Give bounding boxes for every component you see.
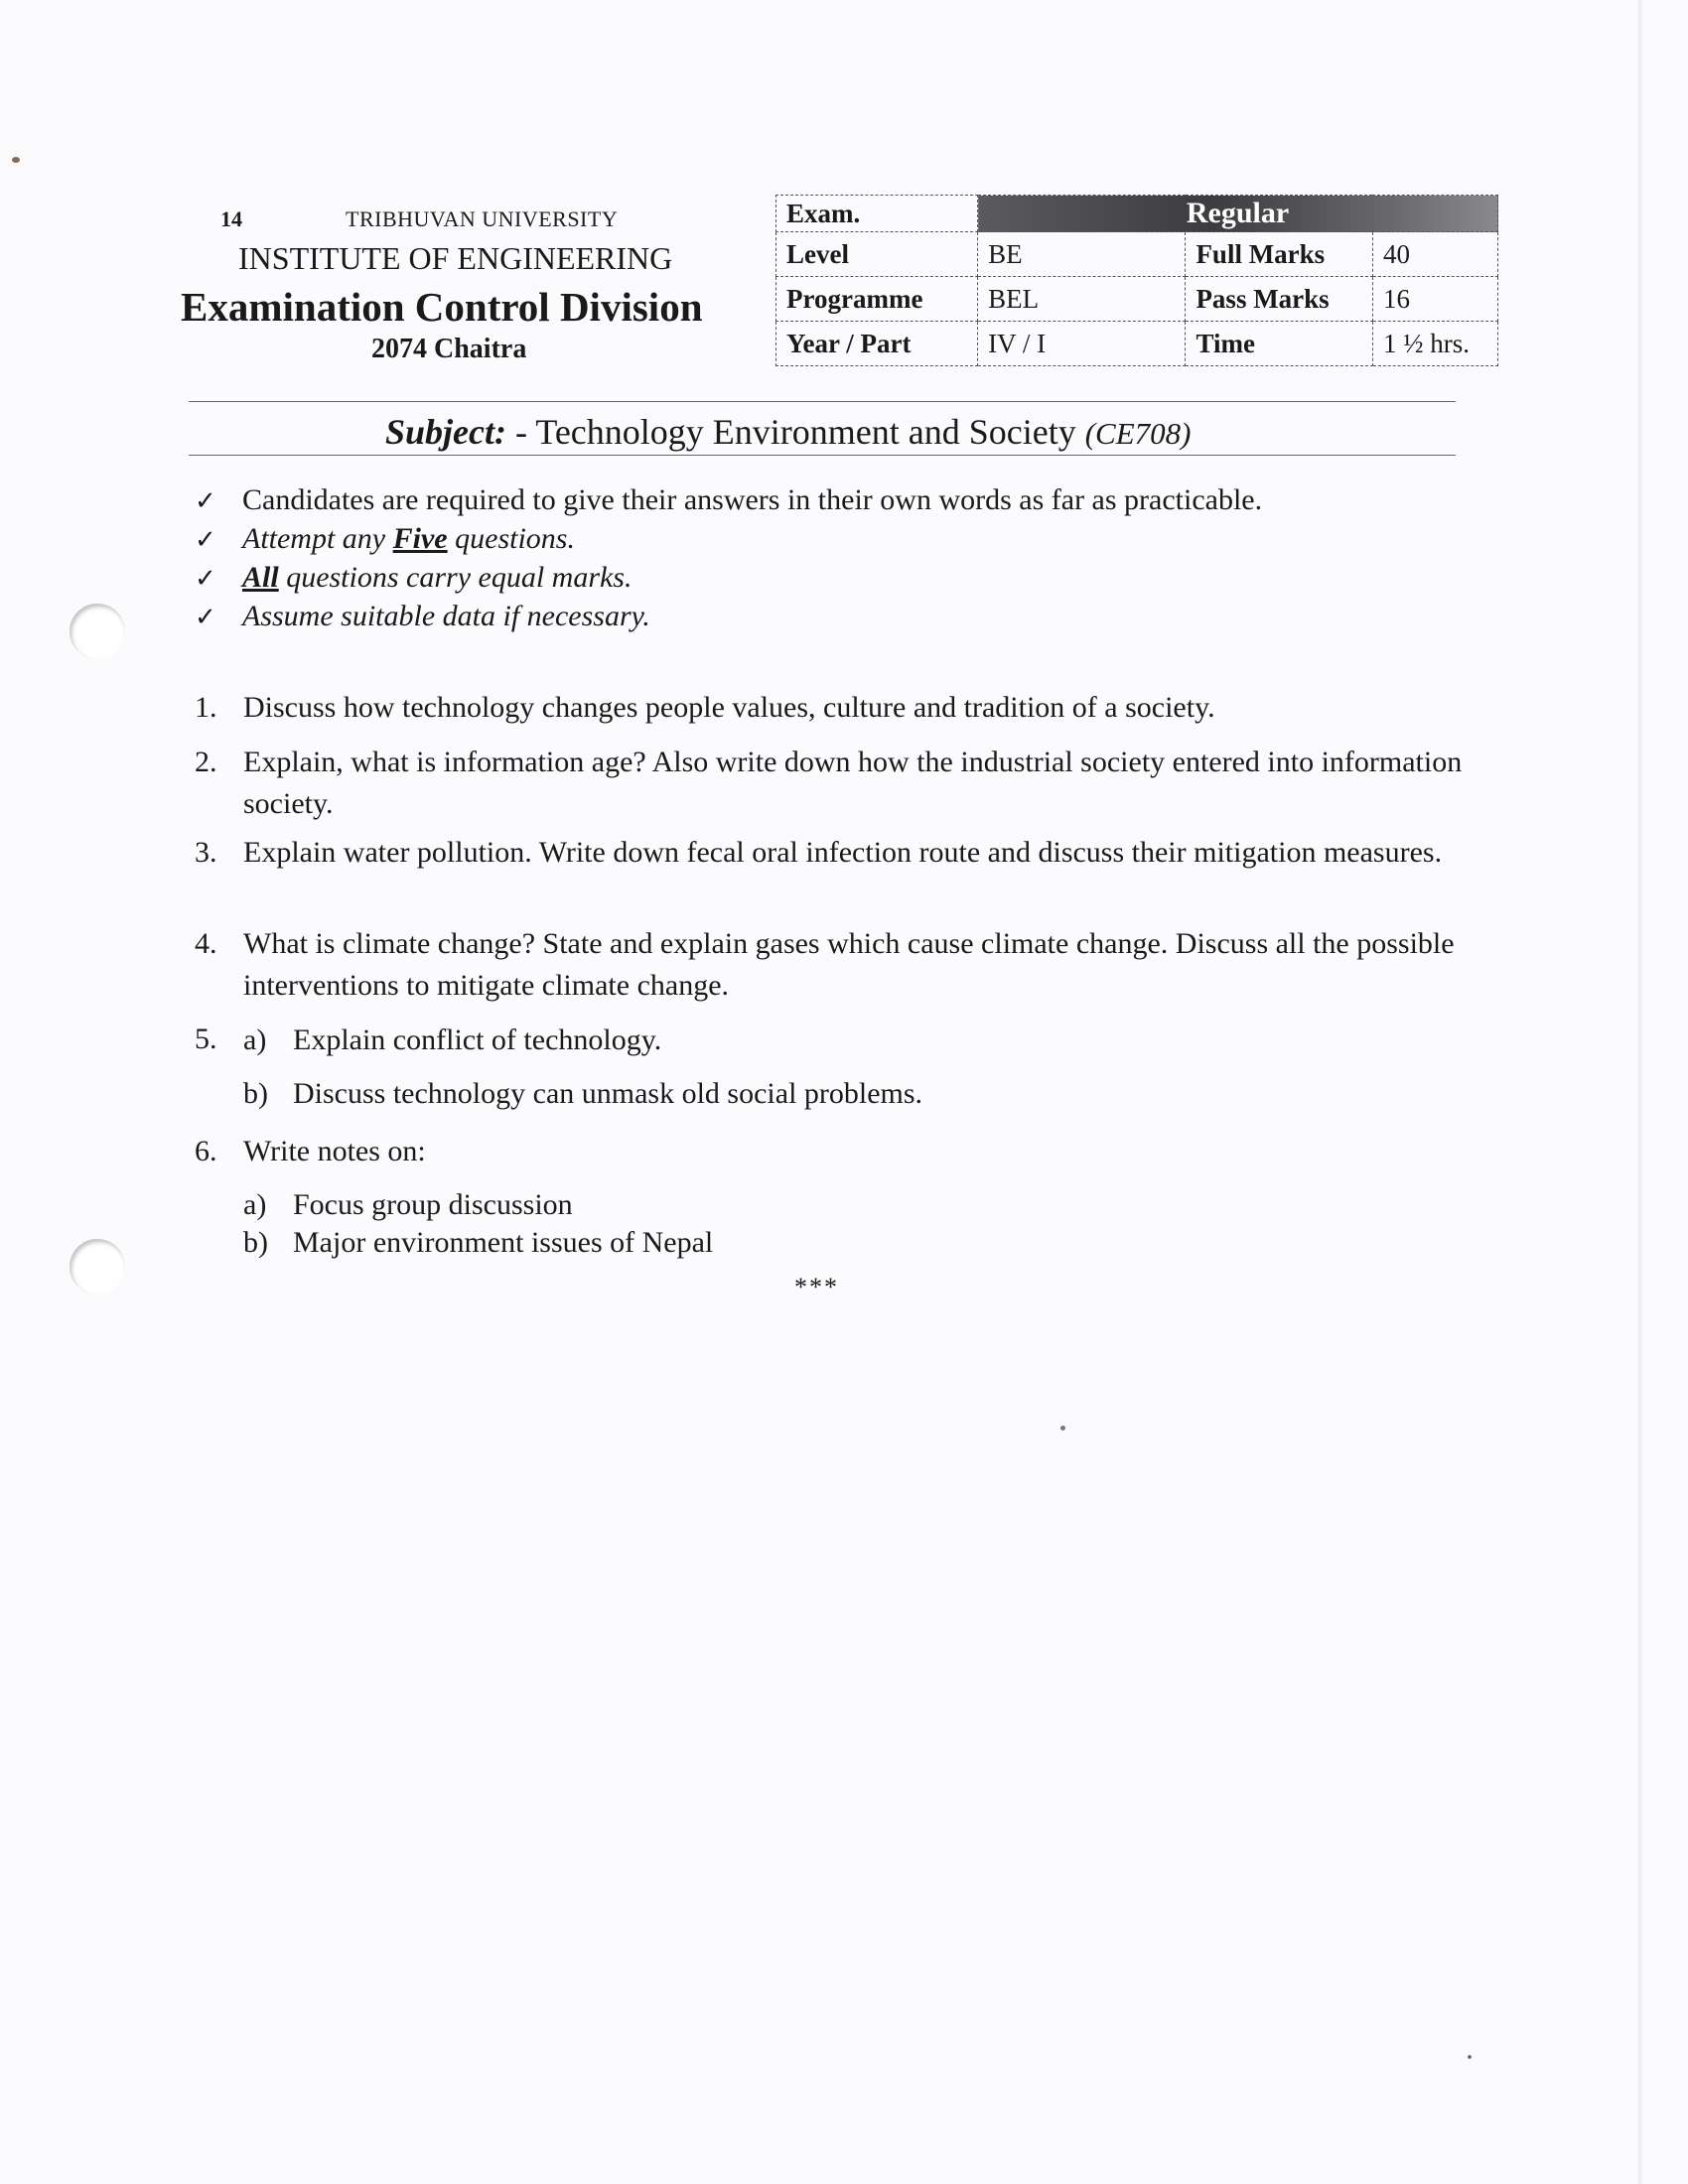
sub-question-letter: b) bbox=[243, 1077, 268, 1110]
exam-row bbox=[776, 196, 1498, 232]
sub-question-text: Explain conflict of technology. bbox=[293, 1024, 662, 1056]
sub-question-letter: b) bbox=[243, 1226, 268, 1259]
question-2 bbox=[195, 742, 1494, 825]
full-marks-value: 40 bbox=[1372, 232, 1497, 277]
sub-question-letter: a) bbox=[243, 1188, 267, 1221]
time-value: 1 ½ hrs. bbox=[1372, 322, 1497, 366]
institute-name: INSTITUTE OF ENGINEERING bbox=[238, 240, 673, 276]
instruction-item bbox=[195, 558, 1262, 597]
university-name: TRIBHUVAN UNIVERSITY bbox=[346, 206, 619, 231]
pass-marks-label: Pass Marks bbox=[1186, 277, 1373, 322]
question-5b bbox=[243, 1074, 922, 1114]
question-text: Discuss how technology changes people values, culture and tradition of a society. bbox=[243, 691, 1215, 724]
divider-bottom bbox=[189, 455, 1456, 456]
question-6 bbox=[195, 1131, 1494, 1172]
sub-question-text: Major environment issues of Nepal bbox=[293, 1226, 714, 1259]
question-3 bbox=[195, 832, 1494, 874]
exam-info-table bbox=[775, 195, 1498, 366]
time-label: Time bbox=[1186, 322, 1373, 366]
programme-label: Programme bbox=[776, 277, 978, 322]
question-number: 4. bbox=[195, 927, 217, 960]
punch-hole bbox=[70, 604, 125, 659]
instruction-emphasis: Five bbox=[392, 522, 448, 555]
full-marks-label: Full Marks bbox=[1186, 232, 1373, 277]
question-number: 6. bbox=[195, 1135, 217, 1167]
question-number: 3. bbox=[195, 836, 217, 869]
level-value: BE bbox=[978, 232, 1186, 277]
question-text: What is climate change? State and explain gases which cause climate change. Discuss all the possible interventions to mitigate climate change. bbox=[243, 927, 1455, 1002]
question-6b bbox=[243, 1223, 713, 1263]
sub-question-text: Focus group discussion bbox=[293, 1188, 573, 1221]
exam-session: 2074 Chaitra bbox=[371, 334, 527, 364]
check-icon: ✓ bbox=[195, 525, 216, 555]
subject-line bbox=[385, 411, 1191, 453]
subject-label: Subject: bbox=[385, 412, 506, 452]
question-5a bbox=[243, 1021, 661, 1060]
paper-edge bbox=[1638, 0, 1644, 2184]
page-number: 14 bbox=[220, 206, 242, 231]
question-6a bbox=[243, 1185, 573, 1225]
question-4 bbox=[195, 923, 1494, 1007]
scan-speck bbox=[1060, 1426, 1065, 1431]
programme-row bbox=[776, 277, 1498, 322]
subject-dash: - bbox=[506, 412, 536, 452]
instruction-item bbox=[195, 519, 1262, 558]
question-number: 1. bbox=[195, 691, 217, 724]
instruction-text: questions carry equal marks. bbox=[278, 561, 633, 594]
question-1 bbox=[195, 687, 1494, 729]
year-part-label: Year / Part bbox=[776, 322, 978, 366]
question-text: Explain water pollution. Write down fecal oral infection route and discuss their mitigation measures. bbox=[243, 836, 1443, 869]
question-text: Write notes on: bbox=[243, 1135, 426, 1167]
year-part-row bbox=[776, 322, 1498, 366]
instruction-emphasis: All bbox=[242, 561, 279, 594]
check-icon: ✓ bbox=[195, 564, 216, 594]
check-icon: ✓ bbox=[195, 486, 216, 516]
check-icon: ✓ bbox=[195, 603, 216, 632]
instruction-text: questions. bbox=[447, 522, 575, 555]
sub-question-letter: a) bbox=[243, 1024, 267, 1056]
subject-code: (CE708) bbox=[1084, 416, 1192, 451]
level-row bbox=[776, 232, 1498, 277]
question-number: 2. bbox=[195, 746, 217, 778]
punch-hole bbox=[70, 1239, 125, 1295]
exam-type-value: Regular bbox=[978, 196, 1498, 232]
end-mark: *** bbox=[794, 1273, 839, 1301]
level-label: Level bbox=[776, 232, 978, 277]
instruction-text: Candidates are required to give their answers in their own words as far as practicable. bbox=[242, 483, 1263, 516]
divider-top bbox=[189, 401, 1456, 402]
sub-question-text: Discuss technology can unmask old social problems. bbox=[293, 1077, 923, 1110]
question-number: 5. bbox=[195, 1023, 217, 1055]
exam-label: Exam. bbox=[776, 196, 978, 232]
programme-value: BEL bbox=[978, 277, 1186, 322]
instruction-text: Assume suitable data if necessary. bbox=[242, 600, 650, 632]
subject-title: Technology Environment and Society bbox=[535, 412, 1076, 452]
scan-speck bbox=[12, 157, 20, 163]
division-name: Examination Control Division bbox=[181, 284, 703, 330]
scan-speck bbox=[1468, 2055, 1472, 2059]
question-text: Explain, what is information age? Also write down how the industrial society entered into information society. bbox=[243, 746, 1463, 820]
instruction-text: Attempt any bbox=[242, 522, 393, 555]
instructions-list bbox=[195, 480, 1262, 635]
pass-marks-value: 16 bbox=[1372, 277, 1497, 322]
year-part-value: IV / I bbox=[978, 322, 1186, 366]
instruction-item bbox=[195, 480, 1262, 519]
instruction-item bbox=[195, 597, 1262, 635]
